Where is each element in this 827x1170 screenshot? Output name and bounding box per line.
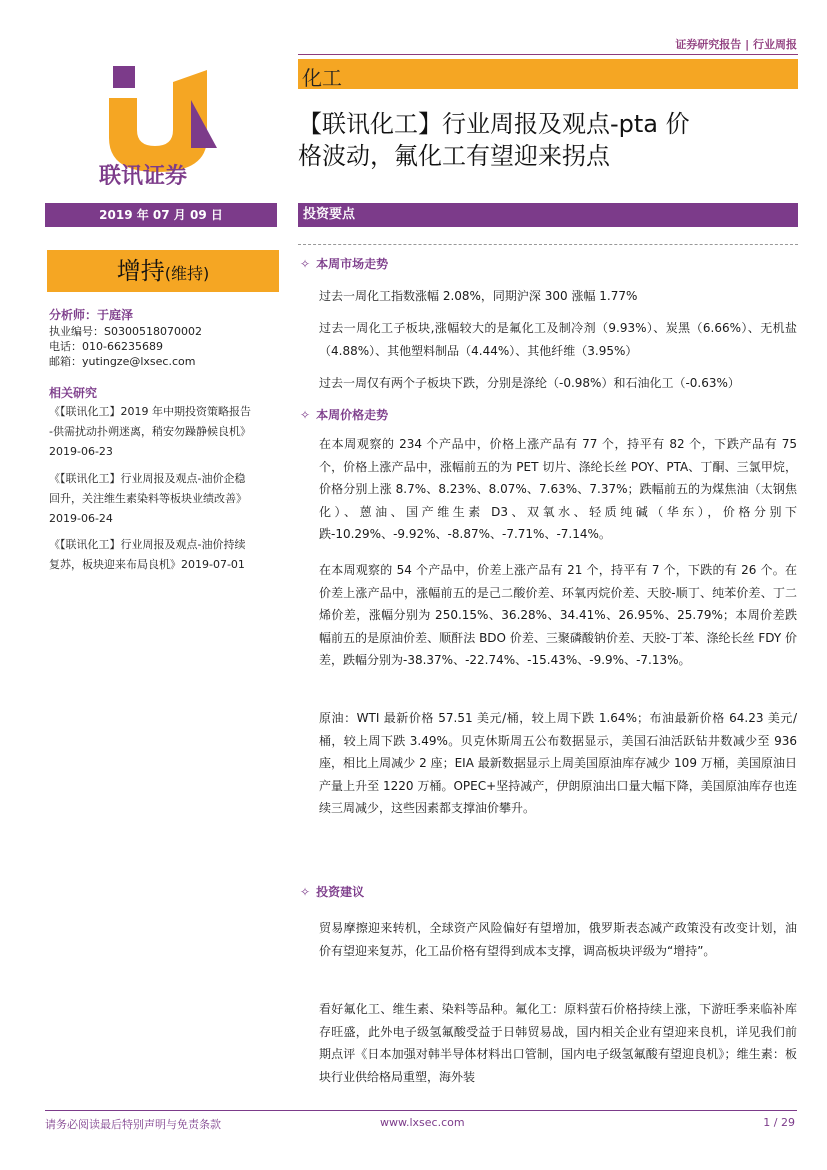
logo-emblem-icon <box>95 60 245 185</box>
analyst-email[interactable]: 邮箱：yutingze@lxsec.com <box>49 355 196 368</box>
analyst-license: 执业编号：S0300518070002 <box>49 325 202 338</box>
title-line-1: 【联讯化工】行业周报及观点-pta 价 <box>298 110 690 138</box>
paragraph: 过去一周仅有两个子板块下跌，分别是涤纶（-0.98%）和石油化工（-0.63%） <box>319 376 740 390</box>
footer-website[interactable]: www.lxsec.com <box>380 1116 465 1129</box>
section-heading-text: 投资建议 <box>316 885 365 899</box>
footer-disclaimer[interactable]: 请务必阅读最后特别声明与免责条款 <box>45 1118 221 1131</box>
page-number: 1 / 29 <box>763 1116 795 1129</box>
related-item-date: 2019-06-24 <box>49 512 113 525</box>
section-heading-price <box>300 406 388 423</box>
paragraph: 过去一周化工子板块,涨幅较大的是氟化工及制冷剂（9.93%）、炭黑（6.66%）、无机盐（4.88%）、其他塑料制品（4.44%）、其他纤维（3.95%） <box>319 321 797 358</box>
section-divider <box>298 244 798 245</box>
related-item-line: -供需扰动扑朔迷离，稍安勿躁静候良机》 <box>49 425 251 438</box>
related-item-line: 《【联讯化工】行业周报及观点-油价企稳 <box>49 472 246 485</box>
paragraph: 贸易摩擦迎来转机，全球资产风险偏好有望增加，俄罗斯表态减产政策没有改变计划，油价有望迎来复苏，化工品价格有望得到成本支撑，调高板块评级为“增持”。 <box>319 921 797 958</box>
related-item[interactable] <box>49 469 281 529</box>
related-item[interactable] <box>49 535 281 575</box>
section-heading-text: 本周价格走势 <box>316 408 389 422</box>
report-title <box>298 108 798 172</box>
analyst-name: 分析师：于庭泽 <box>49 308 134 322</box>
rating-main: 增持 <box>116 257 165 285</box>
paragraph: 在本周观察的 54 个产品中，价差上涨产品有 21 个，持平有 7 个，下跌的有 26 个。在价差上涨产品中，涨幅前五的是己二酸价差、环氧丙烷价差、天胶-顺丁、纯苯价差、丁二烯价差，涨幅分别为 250.15%、36.28%、34.41%、26.95%、25.79%；本周价差跌幅前五的是原油价差、顺酐法 BDO 价差、三聚磷酸钠价差、天胶-丁苯、涤纶长丝 FDY 价差，跌幅分别为-38.37%、-22.74%、-15.43%、-9.9%、-7.13%。 <box>319 563 797 667</box>
related-item-line: 《【联讯化工】行业周报及观点-油价持续 <box>49 538 246 551</box>
report-category: 证券研究报告 | 行业周报 <box>675 38 797 51</box>
section-heading-text: 本周市场走势 <box>316 257 389 271</box>
diamond-icon: ✧ <box>300 885 311 899</box>
title-line-2: 格波动，氟化工有望迎来拐点 <box>298 142 610 170</box>
related-research-title: 相关研究 <box>49 386 98 400</box>
rating-sub: (维持) <box>164 264 210 283</box>
section-heading-market <box>300 255 388 272</box>
logo-text: 联讯证券 <box>99 164 188 185</box>
paragraph: 原油：WTI 最新价格 57.51 美元/桶，较上周下跌 1.64%；布油最新价格 64.23 美元/桶，较上周下跌 3.49%。贝克休斯周五公布数据显示，美国石油活跃钻井数减少至 936 座，相比上周减少 2 座；EIA 最新数据显示上周美国原油库存减少 109 万桶，美国原油日产量上升至 1220 万桶。OPEC+坚持减产，伊朗原油出口量大幅下降，美国原油库存也连续三周减少，这些因素都支撑油价攀升。 <box>319 711 797 815</box>
key-points-title: 投资要点 <box>303 207 356 222</box>
sector-label: 化工 <box>302 66 342 90</box>
paragraph: 过去一周化工指数涨幅 2.08%，同期沪深 300 涨幅 1.77% <box>319 289 638 303</box>
company-logo <box>95 60 245 185</box>
rating-box <box>47 250 279 292</box>
key-points-bar <box>298 203 798 227</box>
related-item-line: 回升，关注维生素染料等板块业绩改善》 <box>49 492 247 505</box>
analyst-phone: 电话：010-66235689 <box>49 340 163 353</box>
related-item[interactable] <box>49 402 281 462</box>
header-rule <box>298 54 798 55</box>
section-heading-advice <box>300 883 364 900</box>
related-item-line: 《【联讯化工】2019 年中期投资策略报告 <box>49 405 251 418</box>
report-date: 2019 年 07 月 09 日 <box>45 203 277 227</box>
related-item-date: 2019-06-23 <box>49 445 113 458</box>
related-item-line: 复苏，板块迎来布局良机》2019-07-01 <box>49 558 245 571</box>
paragraph: 在本周观察的 234 个产品中，价格上涨产品有 77 个，持平有 82 个，下跌产品有 75 个，价格上涨产品中，涨幅前五的为 PET 切片、涤纶长丝 POY、PTA、丁酮、三氯甲烷，价格分别上涨 8.7%、8.23%、8.07%、7.63%、7.37%；跌幅前五的为煤焦油（太钢焦化）、蒽油、国产维生素 D3、双氧水、轻质纯碱（华东），价格分别下跌-10.29%、-9.92%、-8.87%、-7.71%、-7.14%。 <box>319 437 797 541</box>
diamond-icon: ✧ <box>300 257 311 271</box>
paragraph: 看好氟化工、维生素、染料等品种。氟化工：原料萤石价格持续上涨，下游旺季来临补库存旺盛，此外电子级氢氟酸受益于日韩贸易战，国内相关企业有望迎来良机，详见我们前期点评《日本加强对韩半导体材料出口管制，国内电子级氢氟酸有望迎良机》；维生素：板块行业供给格局重塑，海外装 <box>319 1002 797 1084</box>
footer-rule <box>45 1110 797 1111</box>
sector-bar <box>298 59 798 89</box>
diamond-icon: ✧ <box>300 408 311 422</box>
